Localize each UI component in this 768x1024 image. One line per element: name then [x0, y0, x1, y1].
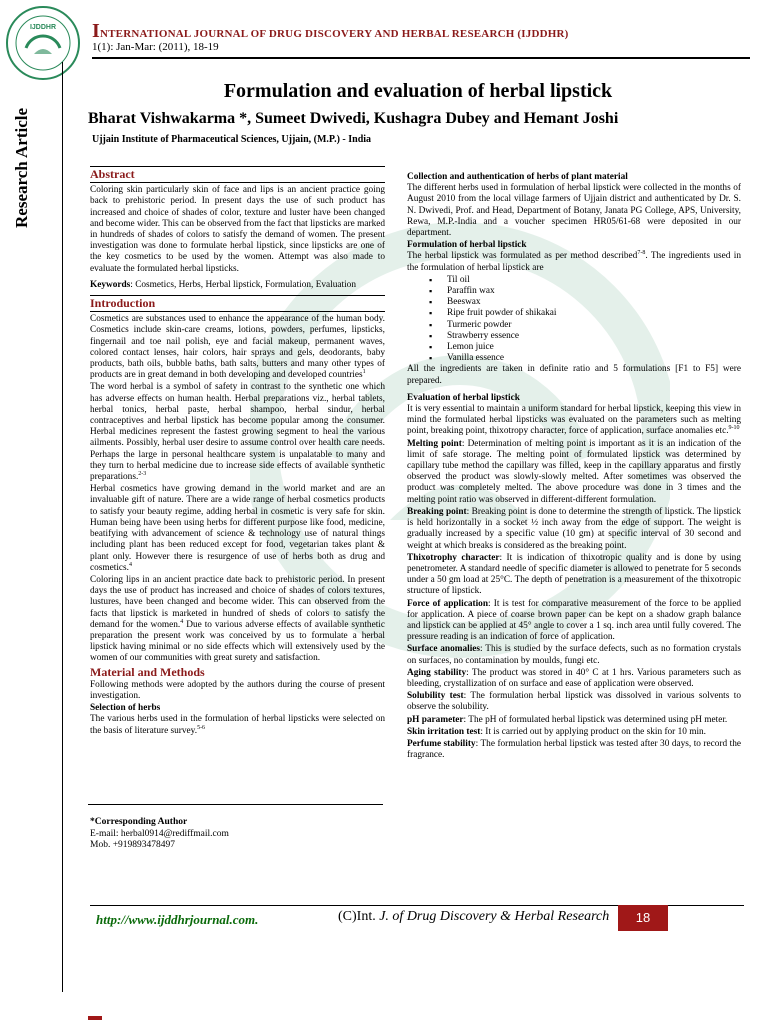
surface-text: : This is studied by the surface defects, such as no formation crystals on surfaces, no contamination by moulds, fungi etc.: [407, 644, 741, 666]
affiliation: Ujjain Institute of Pharmaceutical Sciences, Ujjain, (M.P.) - India: [92, 134, 372, 145]
citation: 7-8: [637, 250, 646, 257]
corresponding-label: *Corresponding Author: [90, 817, 188, 827]
introduction-heading: Introduction: [90, 295, 385, 312]
perfume-text: : The formulation herbal lipstick was tested after 30 days, to record the fragrance.: [407, 738, 742, 761]
journal-title: [92, 20, 569, 43]
journal-logo: [4, 4, 82, 82]
ingredient-list: [429, 275, 741, 365]
abstract-heading: Abstract: [90, 166, 385, 183]
collection-text: The different herbs used in formulation of herbal lipstick were collected in the months of August 2010 from the local village farmers of Ujjain district and authenticated by Dr. S. N. Dwivedi, Prof. and Head, Department of Botany, Janata PG College, APS, University, Rewa, M.P.-India and a voucher specimen HR05/61-68 were deposited in our department.: [407, 183, 741, 239]
breaking-point-paragraph: [407, 507, 741, 552]
force-text: : It is test for comparative measurement of the force to be applied for application. A piece of coarse brown paper can be kept on a shadow graph balance and lipstick can be applied at 45° angle to cover a 1 sq. inch area until fully covered. The pressure reading is an indication of force of application.: [407, 598, 741, 643]
skin-text: : It is carried out by applying product on the skin for 10 min.: [480, 726, 707, 737]
header-divider: [92, 57, 750, 59]
intro-paragraph-1: [90, 314, 385, 381]
list-item: ▪ Lemon juice: [429, 342, 741, 353]
collection-heading: Collection and authentication of herbs of plant material: [407, 172, 628, 182]
perfume-paragraph: [407, 739, 741, 761]
abstract-text: Coloring skin particularly skin of face and lips is an ancient practice going back to prehistoric period. In present days the use of such product has increased and choice of shades of color, texture and luster have been changed and become wider. This can be observed from the fact that lipsticks are marked in hundreds of shades of colors to satisfy the demand of women. The present investigation was done to formulate herbal lipstick, since lipsticks are one of the key cosmetics to be used by the women. Attempt was also made to evaluate the formulated herbal lipsticks.: [90, 185, 385, 274]
footer-journal-title: J. of Drug Discovery & Herbal Research: [379, 909, 610, 924]
force-paragraph: [407, 599, 741, 644]
footer-journal-name: [338, 909, 609, 925]
selection-heading: Selection of herbs: [90, 703, 161, 714]
keywords-line: [90, 280, 385, 291]
page-number: 18: [618, 905, 668, 931]
list-item: ▪ Til oil: [429, 275, 741, 286]
article-type-label: Research Article: [12, 107, 31, 228]
selection-text: [90, 714, 385, 736]
author-list: Bharat Vishwakarma *, Sumeet Dwivedi, Kushagra Dubey and Hemant Joshi: [88, 110, 619, 127]
formulation-note: All the ingredients are taken in definite ratio and 5 formulations [F1 to F5] were prepared.: [407, 364, 741, 386]
ph-label: pH parameter: [407, 714, 464, 725]
citation: 4: [180, 618, 184, 625]
thixotrophy-paragraph: [407, 553, 741, 598]
skin-label: Skin irritation test: [407, 726, 481, 737]
methods-intro: Following methods were adopted by the authors during the course of present investigation.: [90, 679, 385, 701]
skin-paragraph: [407, 727, 741, 738]
surface-paragraph: [407, 644, 741, 666]
journal-title-initial: I: [92, 20, 100, 42]
intro-paragraph-4: [90, 575, 385, 665]
solubility-paragraph: [407, 691, 741, 713]
intro-p4-text: Coloring lips in an ancient practice date back to prehistoric period. In present days the use of product has increased and choice of shades of colors textures, lustures, have been changed and become wider. This can observed from the facts that lipstick is marketed in hundred of sheds of colors to satisfy the demand for the women.: [90, 574, 385, 630]
intro-paragraph-2: [90, 382, 385, 483]
evaluation-text: [407, 404, 741, 438]
citation: 1: [362, 369, 366, 376]
list-item: ▪ Paraffin wax: [429, 286, 741, 297]
thixotrophy-text: : It is indication of thixotropic quality and is done by using penetrometer. A standard needle of specific diameter is allowed to penetrate for 5 seconds under a 50 gm load at 25°C. The depth of penetration is a measurement of the thixotropic structure of lipstick.: [407, 552, 741, 597]
aging-text: : The product was stored in 40° C at 1 hrs. Various parameters such as bleeding, crystallization of on surface and ease of application were observed.: [407, 667, 741, 689]
logo-text: IJDDHR: [29, 24, 57, 31]
list-item: ▪ Vanilla essence: [429, 353, 741, 364]
ph-paragraph: [407, 715, 741, 726]
methods-heading: Material and Methods: [90, 664, 205, 679]
formulation-heading: Formulation of herbal lipstick: [407, 240, 527, 251]
perfume-label: Perfume stability: [407, 738, 476, 749]
journal-url-link[interactable]: http://www.ijddhrjournal.com.: [96, 912, 259, 927]
aging-paragraph: [407, 668, 741, 690]
side-divider: [62, 62, 63, 992]
intro-p3-text: Herbal cosmetics have growing demand in the world market and are an invaluable gift of nature. There are a wide range of herbal cosmetics products to satisfy your beauty regime, adding herbal in cosmetic is very safe for skin. Human being have been using herbs for different purpose like food, medicine, beatifying with advancement of science & technology use of natural things including plant has been reduced except for food, vegetarian takes plant & plant only. However there is resurgence of use of herbs both as drug and cosmetics.: [90, 484, 385, 573]
list-item: ▪ Beeswax: [429, 297, 741, 308]
intro-p1-text: Cosmetics are substances used to enhance the appearance of the human body. Cosmetics include skin-care creams, lotions, powders, perfumes, lipsticks, fingernail and toe nail polish, eye and facial makeup, permanent waves, colored contact lenses, hair colors, hair sprays and gels, deodorants, baby products, bath oils, bubble baths, bath salts, butters and many other types of products are in great demand in both developing and developed countries: [90, 314, 385, 381]
force-label: Force of application: [407, 598, 488, 609]
surface-label: Surface anomalies: [407, 644, 481, 655]
citation: 9-10: [728, 425, 740, 432]
aging-label: Aging stability: [407, 667, 467, 678]
paper-title: Formulation and evaluation of herbal lipstick: [223, 80, 613, 102]
corresponding-email[interactable]: E-mail: herbal0914@rediffmail.com: [90, 828, 229, 839]
footnote-divider: [88, 804, 383, 805]
intro-paragraph-3: [90, 484, 385, 574]
solubility-text: : The formulation herbal lipstick was dissolved in various solvents to observe the solubility.: [407, 691, 741, 713]
ph-text: : The pH of formulated herbal lipstick was determined using pH meter.: [463, 714, 728, 725]
list-item: ▪ Ripe fruit powder of shikakai: [429, 308, 741, 319]
list-item: ▪ Strawberry essence: [429, 331, 741, 342]
left-column: [90, 164, 385, 738]
keywords-values: : Cosmetics, Herbs, Herbal lipstick, Formulation, Evaluation: [130, 279, 356, 290]
intro-p4-text-cont: Due to various adverse effects of available synthetic preparation the present work was conceived by us to formulate a herbal lipstick having minimal or no side effects which will extensively used by the women of our communities with great surety and satisfaction.: [90, 619, 385, 664]
intro-p2-text: The word herbal is a symbol of safety in contrast to the synthetic one which has adverse effects on human health. Herbal preparations viz., herbal tablets, herbal tonics, herbal paste, herbal shampoo, herbal sindur, herbal contraceptives and herbal lipstick has become popular among the consumer. Herbal medicines represent the fastest growing segment to heal the various ailments. Possibly, herbal user desire to assume control over health care needs. Perhaps the large in personal healthcare system is unpalatable to many and they turn to herbal medicine due to increase side effects of available synthetic preparations.: [90, 382, 385, 483]
formulation-text: [407, 251, 741, 273]
melting-point-label: Melting point: [407, 438, 462, 449]
solubility-label: Solubility test: [407, 691, 464, 702]
citation: 5-6: [197, 724, 206, 731]
melting-point-text: : Determination of melting point is important as it is an indication of the limit of safe storage. The melting point of formulated lipstick was determined by capillary tube method the capillary was filled, keep in the capillary apparatus and firstly observed the product was slowly-slowly melted. After sometimes was observed the product was completely melted. The above procedure was done in 3 times and the melting point ratio was observed in different-different formulation.: [407, 438, 741, 505]
corresponding-phone: Mob. +919893478497: [90, 840, 176, 850]
breaking-point-text: : Breaking point is done to determine the strength of lipstick. The lipstick is held horizontally in a socket ½ inch away from the edge of support. The weight is gradually increased by a specific value (10 gm) at specific interval of 30 second and weight at which breaks is considered as the breaking point.: [407, 506, 742, 551]
journal-issue: 1(1): Jan-Mar: (2011), 18-19: [92, 41, 219, 53]
keywords-label: Keywords: [90, 279, 131, 290]
corresponding-author: [90, 817, 229, 852]
evaluation-heading: Evaluation of herbal lipstick: [407, 392, 520, 403]
evaluation-body: It is very essential to maintain a uniform standard for herbal lipstick, keeping this view in mind the formulated herbal lipsticks was evaluated on the parameters such as melting point, breaking point, thixotropy character, force of application, surface anomalies etc.: [407, 404, 741, 437]
list-item: ▪ Turmeric powder: [429, 320, 741, 331]
selection-body: The various herbs used in the formulation of herbal lipsticks were selected on the basis of literature survey.: [90, 714, 385, 736]
formulation-body: The herbal lipstick was formulated as per method described: [407, 251, 638, 262]
footer-journal-prefix: (C)Int.: [338, 909, 380, 924]
citation: 4: [129, 561, 132, 568]
formulation-body-cont: . The ingredients used in the formulation of herbal lipstick are: [407, 251, 741, 273]
citation: 2-3: [138, 470, 147, 477]
right-column: [407, 172, 741, 762]
breaking-point-label: Breaking point: [407, 506, 467, 517]
next-page-marker: [88, 1016, 102, 1020]
thixotrophy-label: Thixotrophy character: [407, 552, 500, 563]
journal-title-rest: NTERNATIONAL JOURNAL OF DRUG DISCOVERY AND HERBAL RESEARCH (IJDDHR): [99, 28, 569, 40]
melting-point-paragraph: [407, 439, 741, 506]
